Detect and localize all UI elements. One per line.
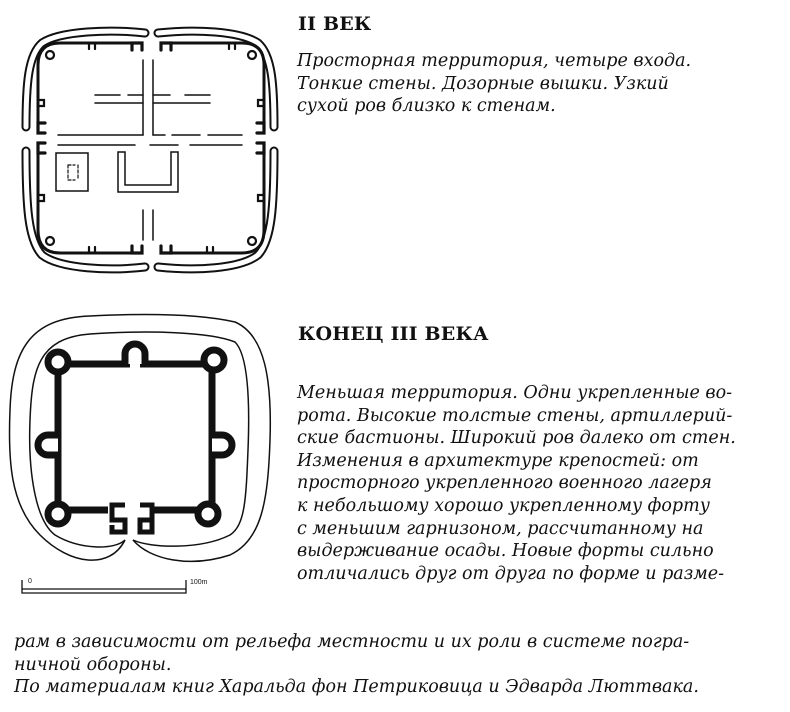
source-credit: По материалам книг Харальда фон Петриковица и Эдварда Люттвака. — [14, 677, 699, 698]
text-line: рота. Высокие толстые стены, артиллерий- — [297, 405, 733, 426]
section-continuation — [14, 631, 699, 699]
text-line: ские бастионы. Широкий ров далеко от стен. — [297, 428, 736, 449]
section-heading: КОНЕЦ III ВЕКА — [298, 323, 489, 345]
text-line: Меньшая территория. Одни укрепленные во- — [297, 383, 733, 403]
text-line: к небольшому хорошо укрепленному форту — [297, 495, 710, 516]
text-line: рам в зависимости от рельефа местности и их роли в системе погра- — [14, 632, 690, 652]
fort-plan-2nd-century — [20, 25, 285, 275]
scale-start-label: 0 — [28, 578, 32, 585]
section-description — [297, 382, 736, 585]
text-line: с меньшим гарнизоном, рассчитанному на — [297, 518, 704, 539]
text-line: просторного укрепленного военного лагеря — [297, 473, 712, 494]
text-line: Просторная территория, четыре входа. — [297, 51, 692, 71]
text-line: Тонкие стены. Дозорные вышки. Узкий — [297, 73, 669, 94]
text-line: выдерживание осады. Новые форты сильно — [297, 541, 714, 562]
scale-end-label: 100m — [190, 579, 208, 586]
text-line: ничной обороны. — [14, 654, 172, 675]
text-line: Изменения в архитектуре крепостей: от — [297, 450, 699, 471]
text-line: отличались друг от друга по форме и разме- — [297, 563, 725, 584]
section-description — [297, 50, 691, 118]
section-heading: II ВЕК — [298, 13, 372, 35]
fort-plan-late-3rd-century — [0, 310, 280, 610]
text-line: сухой ров близко к стенам. — [297, 96, 556, 117]
